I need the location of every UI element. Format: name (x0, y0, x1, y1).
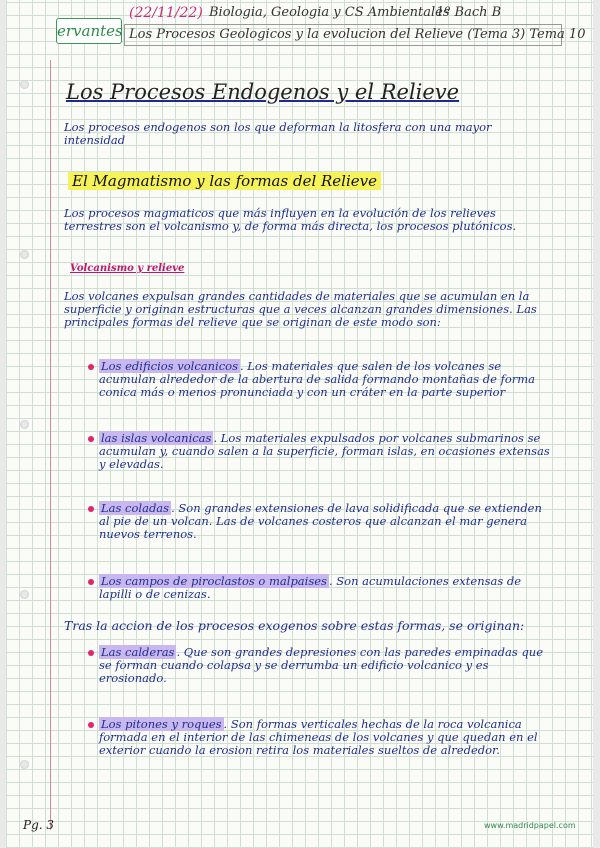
topic: Los Procesos Geologicos y la evolucion del Relieve (Tema 3) Tema 10 (129, 27, 586, 42)
list-item: Los edificios volcanicos . Los materiales que salen de los volcanes se acumulan alrededor de la abertura de salida formando montañas de forma conica más o menos pronunciada y con un cráter en la parte superior (99, 359, 536, 399)
notebook-page (6, 0, 593, 848)
term-highlight: Las coladas (101, 501, 170, 515)
bullet-dot (88, 436, 94, 442)
subject: Biologia, Geologia y CS Ambientales (209, 5, 450, 20)
bullet-dot (88, 579, 94, 585)
page-number: Pg. 3 (23, 818, 55, 832)
term-highlight: Las calderas (101, 645, 175, 659)
term-highlight: Los pitones y roques (101, 717, 222, 731)
course: 1º Bach B (436, 5, 502, 20)
date: (22/11/22) (129, 5, 203, 21)
intro-text: Los procesos endogenos son los que deforman la litosfera con una mayor intensidad (64, 120, 492, 147)
bullet-dot (88, 506, 94, 512)
section-heading: El Magmatismo y las formas del Relieve (68, 172, 381, 190)
list-item: Las calderas . Que son grandes depresiones con las paredes empinadas que se forman cuando colapsa y se derrumba un edificio volcanico y es erosionado. (99, 645, 544, 685)
page-title: Los Procesos Endogenos y el Relieve (66, 80, 460, 104)
term-highlight: Los campos de piroclastos o malpaises (101, 574, 327, 588)
bullet-dot (88, 650, 94, 656)
volcan-intro: Los volcanes expulsan grandes cantidades de materiales que se acumulan en la superficie y originan estructuras que a veces alcanzan grandes dimensiones. Las principales formas del relieve que se originan de este modo son: (64, 289, 537, 329)
term-highlight: Los edificios volcanicos (101, 359, 238, 373)
brand-logo: ervantes (56, 18, 122, 44)
list-item: Las coladas . Son grandes extensiones de lava solidificada que se extienden al pie de un volcan. Las de volcanes costeros que alcanzan el mar genera nuevos terrenos. (99, 501, 542, 541)
bullet-dot (88, 722, 94, 728)
list-item: Los campos de piroclastos o malpaises . Son acumulaciones extensas de lapilli o de cenizas. (99, 574, 522, 601)
transition-text: Tras la accion de los procesos exogenos sobre estas formas, se originan: (64, 618, 525, 633)
subheading: Volcanismo y relieve (70, 263, 185, 274)
list-item: las islas volcanicas . Los materiales expulsados por volcanes submarinos se acumulan y, cuando salen a la superficie, forman islas, en ocasiones extensas y elevadas. (99, 431, 550, 471)
section-paragraph: Los procesos magmaticos que más influyen en la evolución de los relieves terrestres son el volcanismo y, de forma más directa, los procesos plutónicos. (64, 206, 517, 233)
margin-line (50, 60, 51, 830)
term-highlight: las islas volcanicas (101, 431, 212, 445)
bullet-dot (88, 364, 94, 370)
list-item: Los pitones y roques . Son formas verticales hechas de la roca volcanica formada en el interior de las chimeneas de los volcanes y que quedan en el exterior cuando la erosion retira los materiales sueltos de alrededor. (99, 717, 538, 757)
brand-website: www.madridpapel.com (484, 821, 576, 830)
